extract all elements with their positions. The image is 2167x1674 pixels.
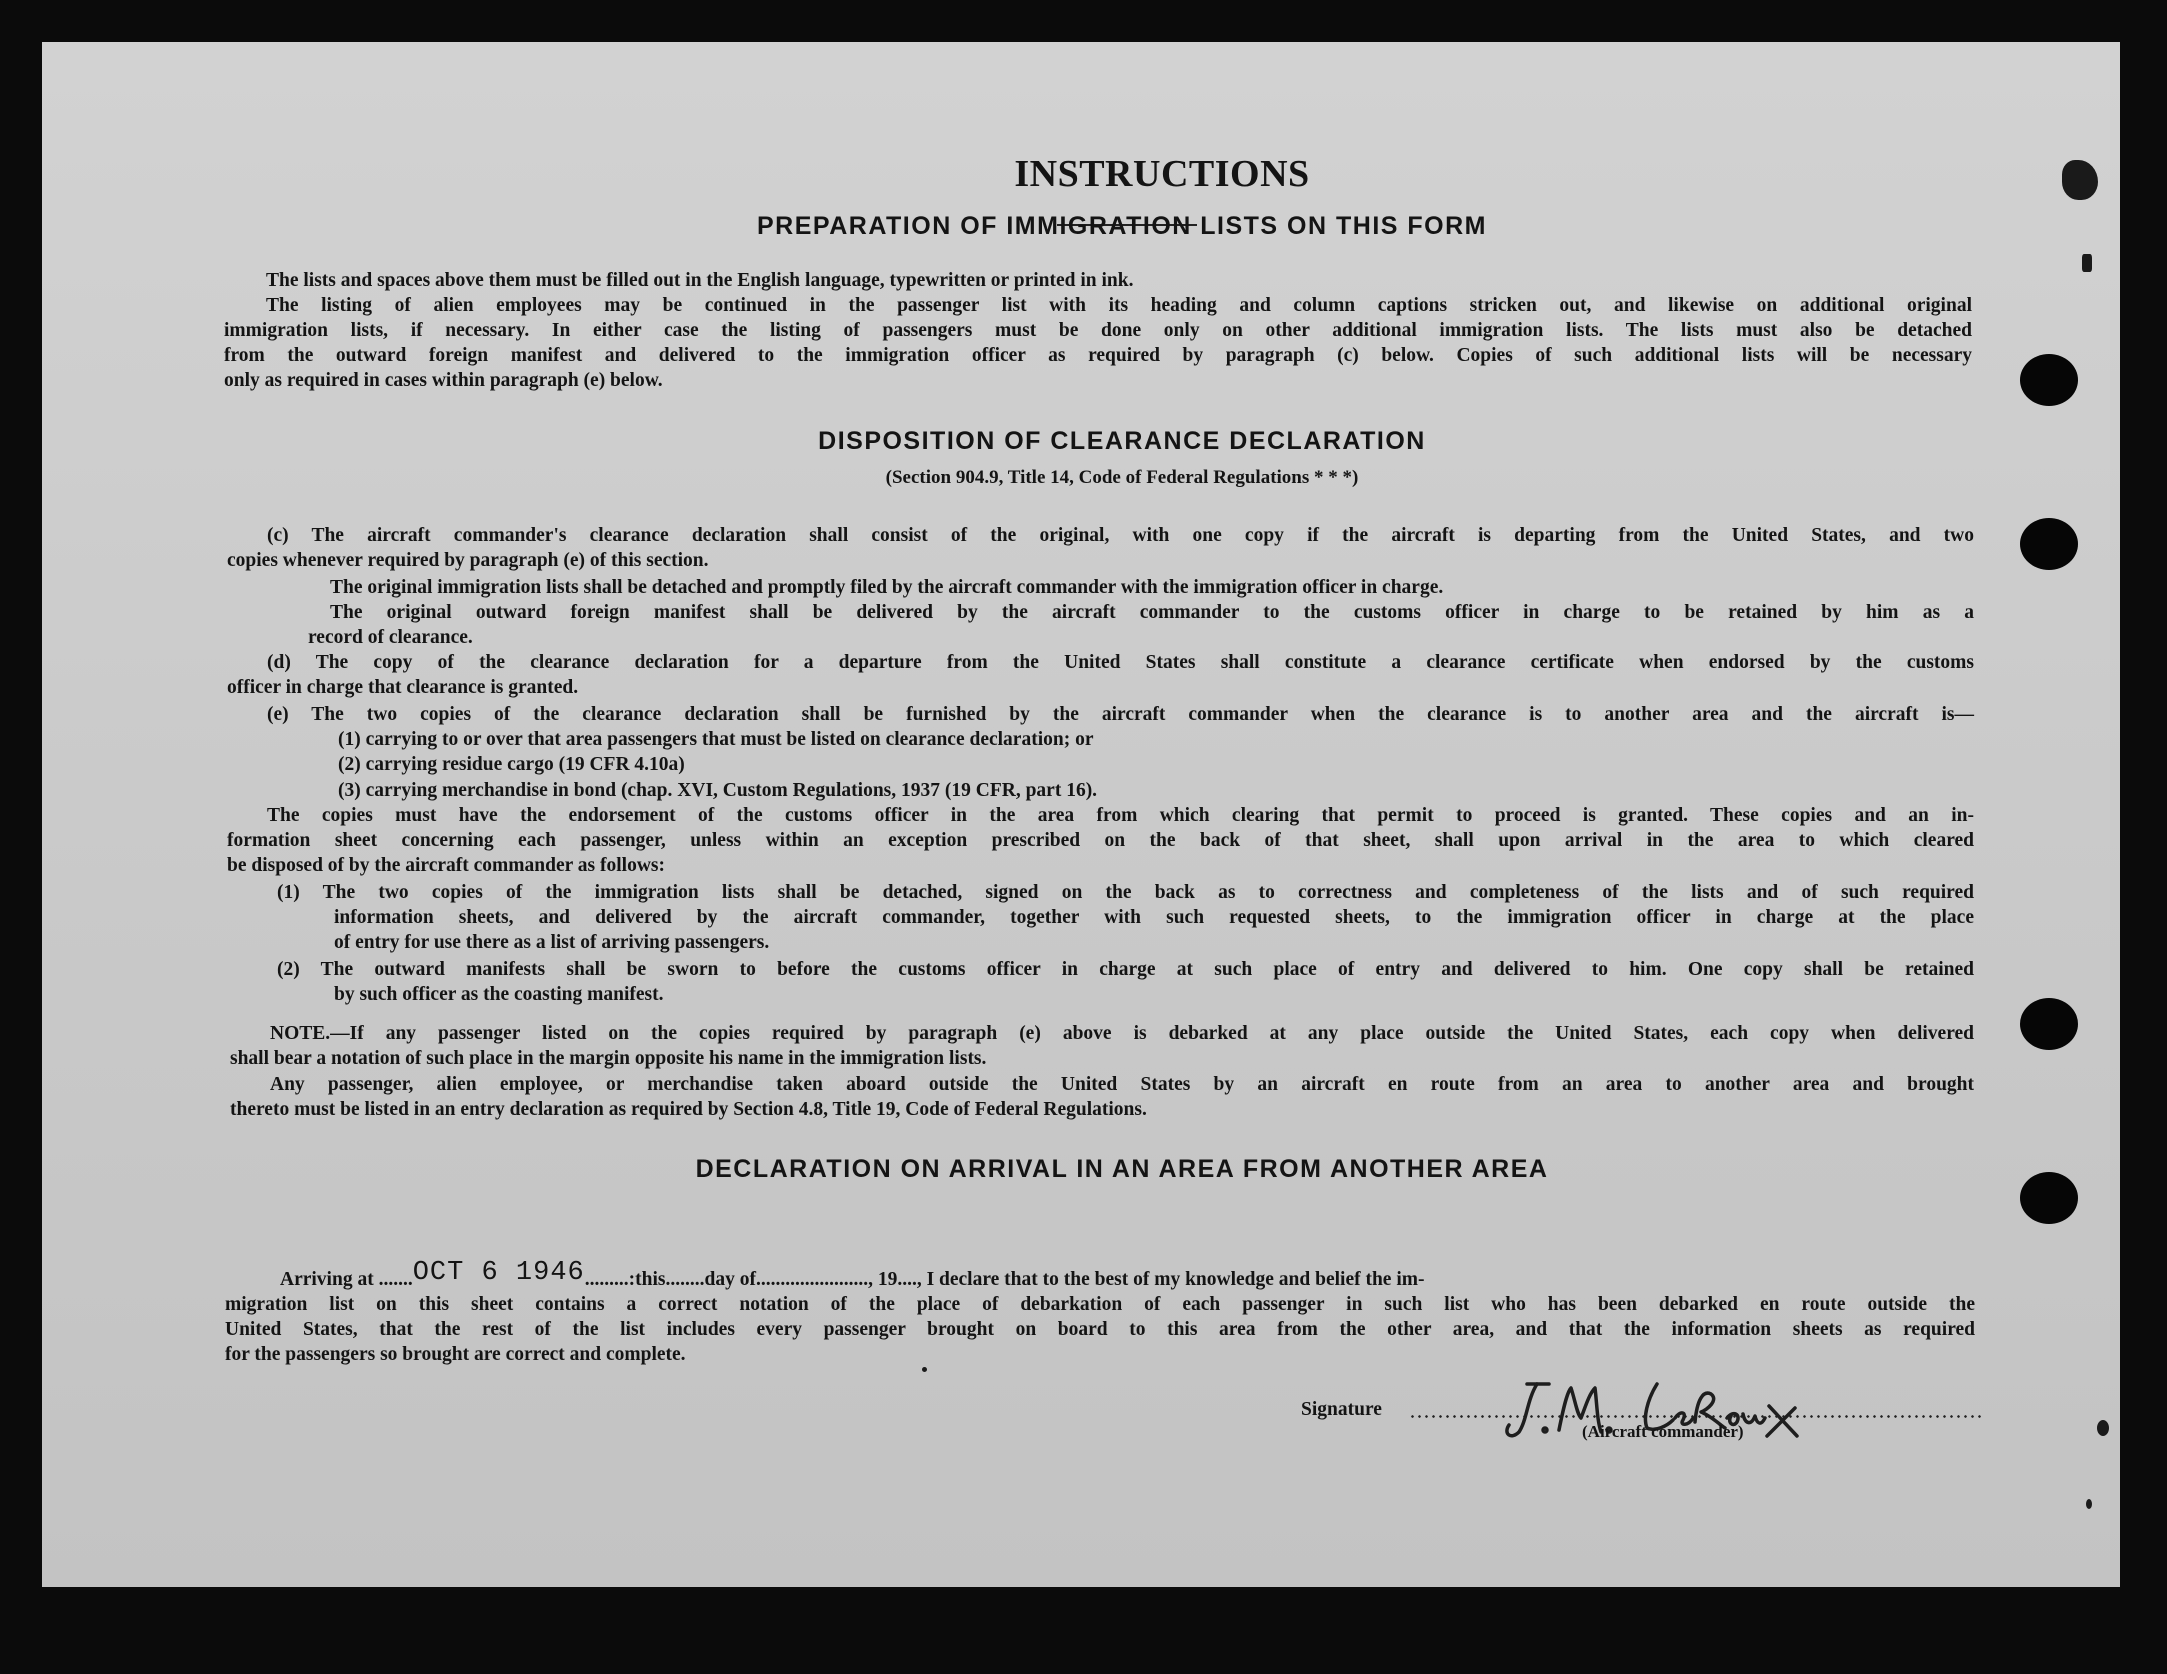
s2-line-9: (2) carrying residue cargo (19 CFR 4.10a) bbox=[338, 754, 685, 775]
s1-line-2: immigration lists, if necessary. In either case the listing of passengers must be done only on other additional immigration lists. The lists must also be detached bbox=[224, 320, 1972, 341]
section2-heading: DISPOSITION OF CLEARANCE DECLARATION bbox=[818, 427, 1426, 455]
s2-line-18: by such officer as the coasting manifest. bbox=[334, 984, 664, 1005]
scan-speck bbox=[2086, 1499, 2092, 1509]
punch-hole bbox=[2020, 1172, 2078, 1224]
arriving-place-field[interactable]: OCT 6 1946 bbox=[412, 1258, 585, 1288]
s2-line-5: (d) The copy of the clearance declaration for a departure from the United States shall constitute a clearance certificate when endorsed by the customs bbox=[267, 652, 1974, 673]
day-label: day of bbox=[704, 1269, 756, 1290]
arrival-first-line: Arriving at ....... OCT 6 1946 .........: this ........ day of ....................... , 19 .... , I declare that to the best of my knowledge and belief the im- bbox=[280, 1266, 1973, 1292]
s2-line-13: be disposed of by the aircraft commander as follows: bbox=[227, 855, 666, 876]
punch-hole bbox=[2020, 518, 2078, 570]
s2-line-4: record of clearance. bbox=[308, 627, 473, 648]
s2-line-12: formation sheet concerning each passenger, unless within an exception prescribed on the back of that sheet, shall upon arrival in the area to which cleared bbox=[227, 830, 1974, 851]
s2-line-16: of entry for use there as a list of arriving passengers. bbox=[334, 932, 770, 953]
declaration-tail: , I declare that to the best of my knowledge and belief the im- bbox=[916, 1269, 1425, 1290]
s2-line-14: (1) The two copies of the immigration lists shall be detached, signed on the back as to correctness and completeness of the lists and of such required bbox=[277, 882, 1974, 903]
punch-hole bbox=[2020, 998, 2078, 1050]
s2-line-2: The original immigration lists shall be detached and promptly filed by the aircraft commander with the immigration officer in charge. bbox=[330, 577, 1444, 598]
s3-line-1: United States, that the rest of the list includes every passenger brought on board to this area from the other area, and that the information sheets as required bbox=[225, 1319, 1975, 1340]
s1-line-3: from the outward foreign manifest and delivered to the immigration officer as required by paragraph (c) below. Copies of such additional lists will be necessary bbox=[224, 345, 1972, 366]
s1-line-4: only as required in cases within paragraph (e) below. bbox=[224, 370, 663, 391]
s2-line-3: The original outward foreign manifest shall be delivered by the aircraft commander to the customs officer in charge to be retained by him as a bbox=[330, 602, 1974, 623]
s2-line-21: Any passenger, alien employee, or merchandise taken aboard outside the United States by an aircraft en route from an area to another area and brought bbox=[270, 1074, 1974, 1095]
s1-line-0: The lists and spaces above them must be filled out in the English language, typewritten or printed in ink. bbox=[266, 270, 1134, 291]
s2-line-0: (c) The aircraft commander's clearance declaration shall consist of the original, with one copy if the aircraft is departing from the United States, and two bbox=[267, 525, 1974, 546]
scan-speck bbox=[2062, 160, 2098, 200]
punch-hole bbox=[2020, 354, 2078, 406]
s2-line-11: The copies must have the endorsement of the customs officer in the area from which clearing that permit to proceed is granted. These copies and an in- bbox=[267, 805, 1974, 826]
document-sheet bbox=[42, 42, 2120, 1587]
s2-line-6: officer in charge that clearance is granted. bbox=[227, 677, 579, 698]
s3-line-2: for the passengers so brought are correct and complete. bbox=[225, 1344, 686, 1365]
year-label: , 19 bbox=[868, 1269, 898, 1290]
scan-speck bbox=[2082, 254, 2092, 272]
s2-line-1: copies whenever required by paragraph (e) of this section. bbox=[227, 550, 709, 571]
scan-speck bbox=[922, 1367, 927, 1372]
s2-line-10: (3) carrying merchandise in bond (chap. XVI, Custom Regulations, 1937 (19 CFR, part 16). bbox=[338, 780, 1098, 801]
signature-label: Signature bbox=[1301, 1399, 1382, 1420]
signature-caption: (Aircraft commander) bbox=[1582, 1422, 1744, 1441]
page-title: INSTRUCTIONS bbox=[1014, 153, 1310, 195]
s2-line-20: shall bear a notation of such place in the margin opposite his name in the immigration lists. bbox=[230, 1048, 987, 1069]
s1-line-1: The listing of alien employees may be continued in the passenger list with its heading and column captions stricken out, and likewise on additional original bbox=[266, 295, 1972, 316]
section2-subheading: (Section 904.9, Title 14, Code of Federal Regulations * * *) bbox=[885, 467, 1359, 488]
section3-heading: DECLARATION ON ARRIVAL IN AN AREA FROM ANOTHER AREA bbox=[695, 1155, 1549, 1183]
scan-speck bbox=[2097, 1420, 2109, 1436]
s2-line-15: information sheets, and delivered by the aircraft commander, together with such requested sheets, to the immigration officer in charge at the place bbox=[334, 907, 1974, 928]
s3-line-0: migration list on this sheet contains a correct notation of the place of debarkation of each passenger in such list who has been debarked en route outside the bbox=[225, 1294, 1975, 1315]
section1-heading: PREPARATION OF IMMIGRATION LISTS ON THIS FORM bbox=[757, 212, 1487, 240]
s2-line-7: (e) The two copies of the clearance declaration shall be furnished by the aircraft commander when the clearance is to another area and the aircraft is— bbox=[267, 704, 1974, 725]
s2-line-19: NOTE.—If any passenger listed on the copies required by paragraph (e) above is debarked at any place outside the United States, each copy when delivered bbox=[270, 1023, 1974, 1044]
s2-line-22: thereto must be listed in an entry declaration as required by Section 4.8, Title 19, Code of Federal Regulations. bbox=[230, 1099, 1147, 1120]
s2-line-8: (1) carrying to or over that area passengers that must be listed on clearance declaration; or bbox=[338, 729, 1094, 750]
arriving-label: Arriving at bbox=[280, 1269, 374, 1290]
this-label: this bbox=[635, 1269, 666, 1290]
s2-line-17: (2) The outward manifests shall be sworn to before the customs officer in charge at such place of entry and delivered to him. One copy shall be retained bbox=[277, 959, 1974, 980]
